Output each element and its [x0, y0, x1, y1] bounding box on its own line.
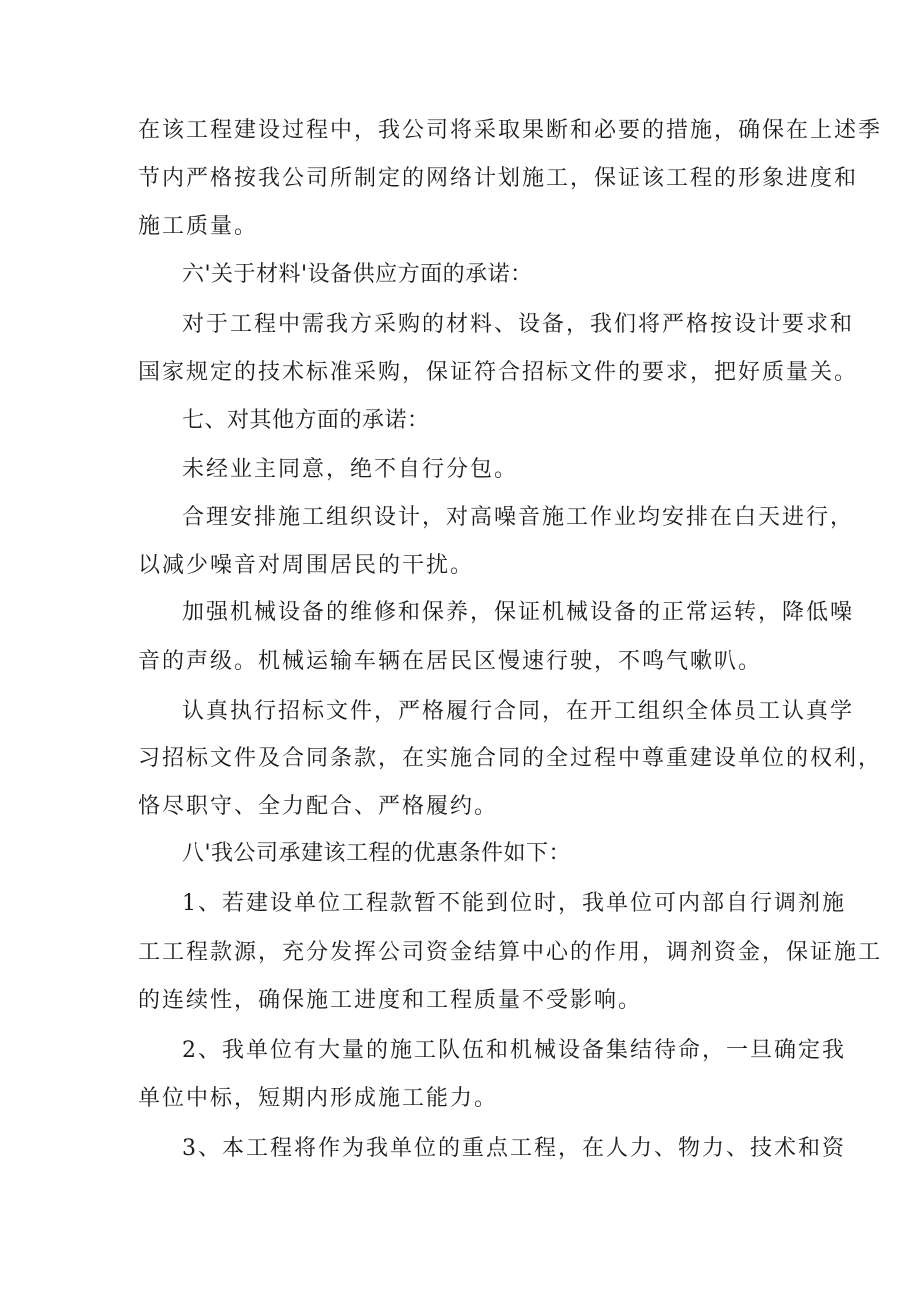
- paragraph-line: 的连续性，确保施工进度和工程质量不受影响。: [138, 988, 643, 1013]
- paragraph-line: 在该工程建设过程中，我公司将采取果断和必要的措施，确保在上述季: [138, 118, 883, 143]
- paragraph-line: 节内严格按我公司所制定的网络计划施工，保证该工程的形象进度和: [138, 166, 859, 191]
- paragraph-line: 加强机械设备的维修和保养，保证机械设备的正常运转，降低噪: [182, 600, 855, 625]
- paragraph-line: 认真执行招标文件，严格履行合同，在开工组织全体员工认真学: [182, 699, 855, 724]
- paragraph-line: 对于工程中需我方采购的材料、设备，我们将严格按设计要求和: [182, 312, 855, 337]
- paragraph-line: 未经业主同意，绝不自行分包。: [182, 457, 519, 482]
- section-heading-6: 六'关于材料'设备供应方面的承诺：: [182, 262, 533, 287]
- paragraph-line: 音的声级。机械运输车辆在居民区慢速行驶，不鸣气嗽叭。: [138, 649, 763, 674]
- section-heading-8: 八'我公司承建该工程的优惠条件如下：: [182, 841, 572, 866]
- paragraph-line: 1、若建设单位工程款暂不能到位时，我单位可内部自行调剂施: [182, 891, 846, 916]
- paragraph-line: 恪尽职守、全力配合、严格履约。: [138, 794, 499, 819]
- paragraph-line: 国家规定的技术标准采购，保证符合招标文件的要求，把好质量关。: [138, 360, 859, 385]
- section-heading-7: 七、对其他方面的承诺：: [182, 408, 430, 433]
- paragraph-line: 3、本工程将作为我单位的重点工程，在人力、物力、技术和资: [182, 1136, 846, 1161]
- paragraph-line: 习招标文件及合同条款，在实施合同的全过程中尊重建设单位的权利，: [138, 746, 883, 771]
- paragraph-line: 2、我单位有大量的施工队伍和机械设备集结待命，一旦确定我: [182, 1038, 846, 1063]
- paragraph-line: 施工质量。: [138, 214, 259, 239]
- paragraph-line: 工工程款源，充分发挥公司资金结算中心的作用，调剂资金，保证施工: [138, 940, 883, 965]
- paragraph-line: 单位中标，短期内形成施工能力。: [138, 1086, 499, 1111]
- paragraph-line: 合理安排施工组织设计，对高噪音施工作业均安排在白天进行，: [182, 505, 855, 530]
- paragraph-line: 以减少噪音对周围居民的干扰。: [138, 553, 475, 578]
